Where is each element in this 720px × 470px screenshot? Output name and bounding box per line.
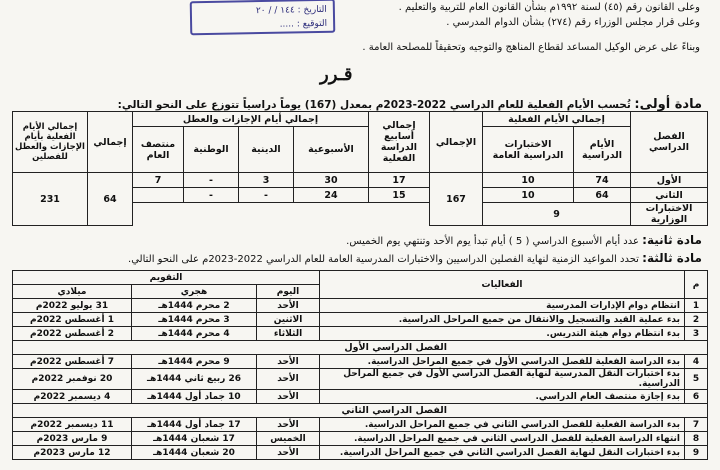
schedule-body — [13, 299, 708, 460]
cell-num: 1 — [685, 299, 708, 313]
table-row — [13, 369, 708, 390]
cell-weeks: 17 — [369, 173, 430, 188]
preamble-line: وعلى القانون رقم (٤٥) لسنة ١٩٩٢م بشأن القانون العام للتربية والتعليم . — [398, 2, 700, 13]
preamble-line: وبناءً على عرض الوكيل المساعد لقطاع المناهج والتوجيه وتحقيقاً للمصلحة العامة . — [362, 42, 700, 53]
article-3 — [128, 251, 702, 265]
cell-day: الأحد — [257, 446, 320, 460]
cell-num: 2 — [685, 313, 708, 327]
article-3-text: تحدد المواعيد الزمنية لنهاية الفصلين الدراسيين والاختبارات المدرسية العامة للعام الدراسي 2022-2023م على النحو التالي. — [128, 254, 639, 265]
th-gregorian: ميلادي — [13, 285, 132, 299]
th-group-holidays: إجمالي أيام الإجازات والعطل — [133, 112, 369, 127]
section-row — [13, 341, 708, 355]
cell-semester: الأول — [631, 173, 708, 188]
stamp-signature: التوقيع : ..... — [279, 18, 328, 30]
cell-mid-year: 7 — [133, 173, 184, 188]
section-title: الفصل الدراسي الثاني — [13, 404, 708, 418]
cell-hijri: 10 جماد أول 1444هـ — [132, 390, 257, 404]
cell-activity: بدء عملية القيد والتسجيل والانتقال من جميع المراحل الدراسية. — [320, 313, 685, 327]
th-religious: الدينية — [239, 127, 294, 173]
th-day: اليوم — [257, 285, 320, 299]
stamp-date: التاريخ : ١٤٤ / / ٢٠ — [255, 4, 327, 17]
article-1-text: تُحسب الأيام الفعلية للعام الدراسي 2022-2023م بمعدل (167) يوماً دراسياً تتوزع على النحو التالي: — [117, 99, 631, 111]
cell-gregorian: 7 أغسطس 2022م — [13, 355, 132, 369]
table-row — [13, 446, 708, 460]
cell-num: 3 — [685, 327, 708, 341]
cell-activity: بدء انتظام دوام هيئة التدريس. — [320, 327, 685, 341]
article-1 — [118, 97, 702, 112]
th-activity: الفعاليات — [320, 271, 685, 299]
th-national: الوطنية — [184, 127, 239, 173]
cell-hijri: 17 شعبان 1444هـ — [132, 432, 257, 446]
cell-total-actual: 167 — [430, 173, 483, 226]
cell-exam-days: 10 — [483, 173, 574, 188]
cell-study-days: 64 — [574, 188, 631, 203]
cell-national: - — [184, 173, 239, 188]
cell-hijri: 26 ربيع ثاني 1444هـ — [132, 369, 257, 390]
cell-activity: بدء إجازة منتصف العام الدراسي. — [320, 390, 685, 404]
article-3-label: مادة ثالثة: — [642, 251, 702, 265]
cell-empty — [133, 203, 430, 226]
table-row — [13, 432, 708, 446]
th-total: الإجمالي — [430, 112, 483, 173]
cell-gregorian: 2 أغسطس 2022م — [13, 327, 132, 341]
article-1-label: مادة أولى: — [634, 97, 702, 112]
th-holidays-total: إجمالي — [88, 112, 133, 173]
th-weeks: إجمالي أسابيع الدراسة الفعلية — [369, 112, 430, 173]
cell-num: 5 — [685, 369, 708, 390]
cell-gregorian: 12 مارس 2023م — [13, 446, 132, 460]
th-grand-total: إجمالي الأيام الفعلية بأيام الإجازات والعطل للفصلين — [13, 112, 88, 173]
table-row — [13, 173, 708, 188]
section-title: الفصل الدراسي الأول — [13, 341, 708, 355]
th-semester: الفصل الدراسي — [631, 112, 708, 173]
cell-activity: بدء اختبارات النقل لنهاية الفصل الدراسي الثاني في جميع المراحل الدراسية. — [320, 446, 685, 460]
th-group-actual: إجمالي الأيام الفعلية — [483, 112, 631, 127]
cell-num: 7 — [685, 418, 708, 432]
days-distribution-table — [12, 111, 708, 226]
cell-hijri: 4 محرم 1444هـ — [132, 327, 257, 341]
table-row — [13, 390, 708, 404]
cell-activity: انتهاء الدراسة الفعلية للفصل الدراسي الثاني في جميع المراحل الدراسية. — [320, 432, 685, 446]
cell-grand-total: 231 — [13, 173, 88, 226]
cell-gregorian: 4 ديسمبر 2022م — [13, 390, 132, 404]
cell-num: 6 — [685, 390, 708, 404]
cell-day: الأحد — [257, 299, 320, 313]
cell-day: الأحد — [257, 355, 320, 369]
cell-holidays-total: 64 — [88, 173, 133, 226]
th-exam-days: الاختبارات الدراسية العامة — [483, 127, 574, 173]
table-row — [13, 299, 708, 313]
cell-gregorian: 11 ديسمبر 2022م — [13, 418, 132, 432]
cell-gregorian: 20 نوفمبر 2022م — [13, 369, 132, 390]
cell-hijri: 9 محرم 1444هـ — [132, 355, 257, 369]
cell-hijri: 2 محرم 1444هـ — [132, 299, 257, 313]
schedule-table — [12, 270, 708, 460]
cell-study-days: 74 — [574, 173, 631, 188]
cell-day: الخميس — [257, 432, 320, 446]
th-calendar: التقويم — [13, 271, 320, 285]
th-study-days: الأيام الدراسية — [574, 127, 631, 173]
cell-day: الأحد — [257, 369, 320, 390]
table-row — [13, 418, 708, 432]
cell-ministerial-days: 9 — [483, 203, 631, 226]
section-row — [13, 404, 708, 418]
preamble-line: وعلى قرار مجلس الوزراء رقم (٢٧٤) بشأن الدوام المدرسي . — [446, 17, 700, 28]
cell-hijri: 20 شعبان 1444هـ — [132, 446, 257, 460]
cell-gregorian: 31 يوليو 2022م — [13, 299, 132, 313]
cell-activity: بدء الدراسة الفعلية للفصل الدراسي الثاني في جميع المراحل الدراسية. — [320, 418, 685, 432]
cell-day: الثلاثاء — [257, 327, 320, 341]
cell-hijri: 3 محرم 1444هـ — [132, 313, 257, 327]
cell-num: 4 — [685, 355, 708, 369]
table-row — [13, 327, 708, 341]
cell-num: 9 — [685, 446, 708, 460]
table-row — [13, 313, 708, 327]
cell-num: 8 — [685, 432, 708, 446]
table-row — [13, 355, 708, 369]
article-2-label: مادة ثانية: — [642, 233, 702, 247]
cell-religious: 3 — [239, 173, 294, 188]
cell-day: الاثنين — [257, 313, 320, 327]
cell-national: - — [184, 188, 239, 203]
preamble — [270, 0, 700, 55]
cell-activity: بدء الدراسة الفعلية للفصل الدراسي الأول في جميع المراحل الدراسية. — [320, 355, 685, 369]
cell-activity: بدء اختبارات النقل المدرسية لنهاية الفصل الدراسي الأول في جميع المراحل الدراسية. — [320, 369, 685, 390]
cell-semester: الثاني — [631, 188, 708, 203]
cell-gregorian: 9 مارس 2023م — [13, 432, 132, 446]
cell-religious: - — [239, 188, 294, 203]
cell-ministerial-label: الاختبارات الوزارية — [631, 203, 708, 226]
cell-gregorian: 1 أغسطس 2022م — [13, 313, 132, 327]
th-hijri: هجري — [132, 285, 257, 299]
cell-day: الأحد — [257, 390, 320, 404]
cell-weekly: 30 — [294, 173, 369, 188]
th-num: م — [685, 271, 708, 299]
th-weekly: الأسبوعية — [294, 127, 369, 173]
decree-title: قـرر — [320, 64, 353, 85]
cell-day: الأحد — [257, 418, 320, 432]
cell-weekly: 24 — [294, 188, 369, 203]
cell-mid-year — [133, 188, 184, 203]
article-2-text: عدد أيام الأسبوع الدراسي ( 5 ) أيام تبدأ يوم الأحد وتنتهي يوم الخميس. — [346, 236, 639, 247]
cell-activity: انتظام دوام الإدارات المدرسية — [320, 299, 685, 313]
cell-hijri: 17 جماد أول 1444هـ — [132, 418, 257, 432]
cell-exam-days: 10 — [483, 188, 574, 203]
article-2 — [346, 233, 702, 247]
cell-weeks: 15 — [369, 188, 430, 203]
th-mid-year: منتصف العام — [133, 127, 184, 173]
